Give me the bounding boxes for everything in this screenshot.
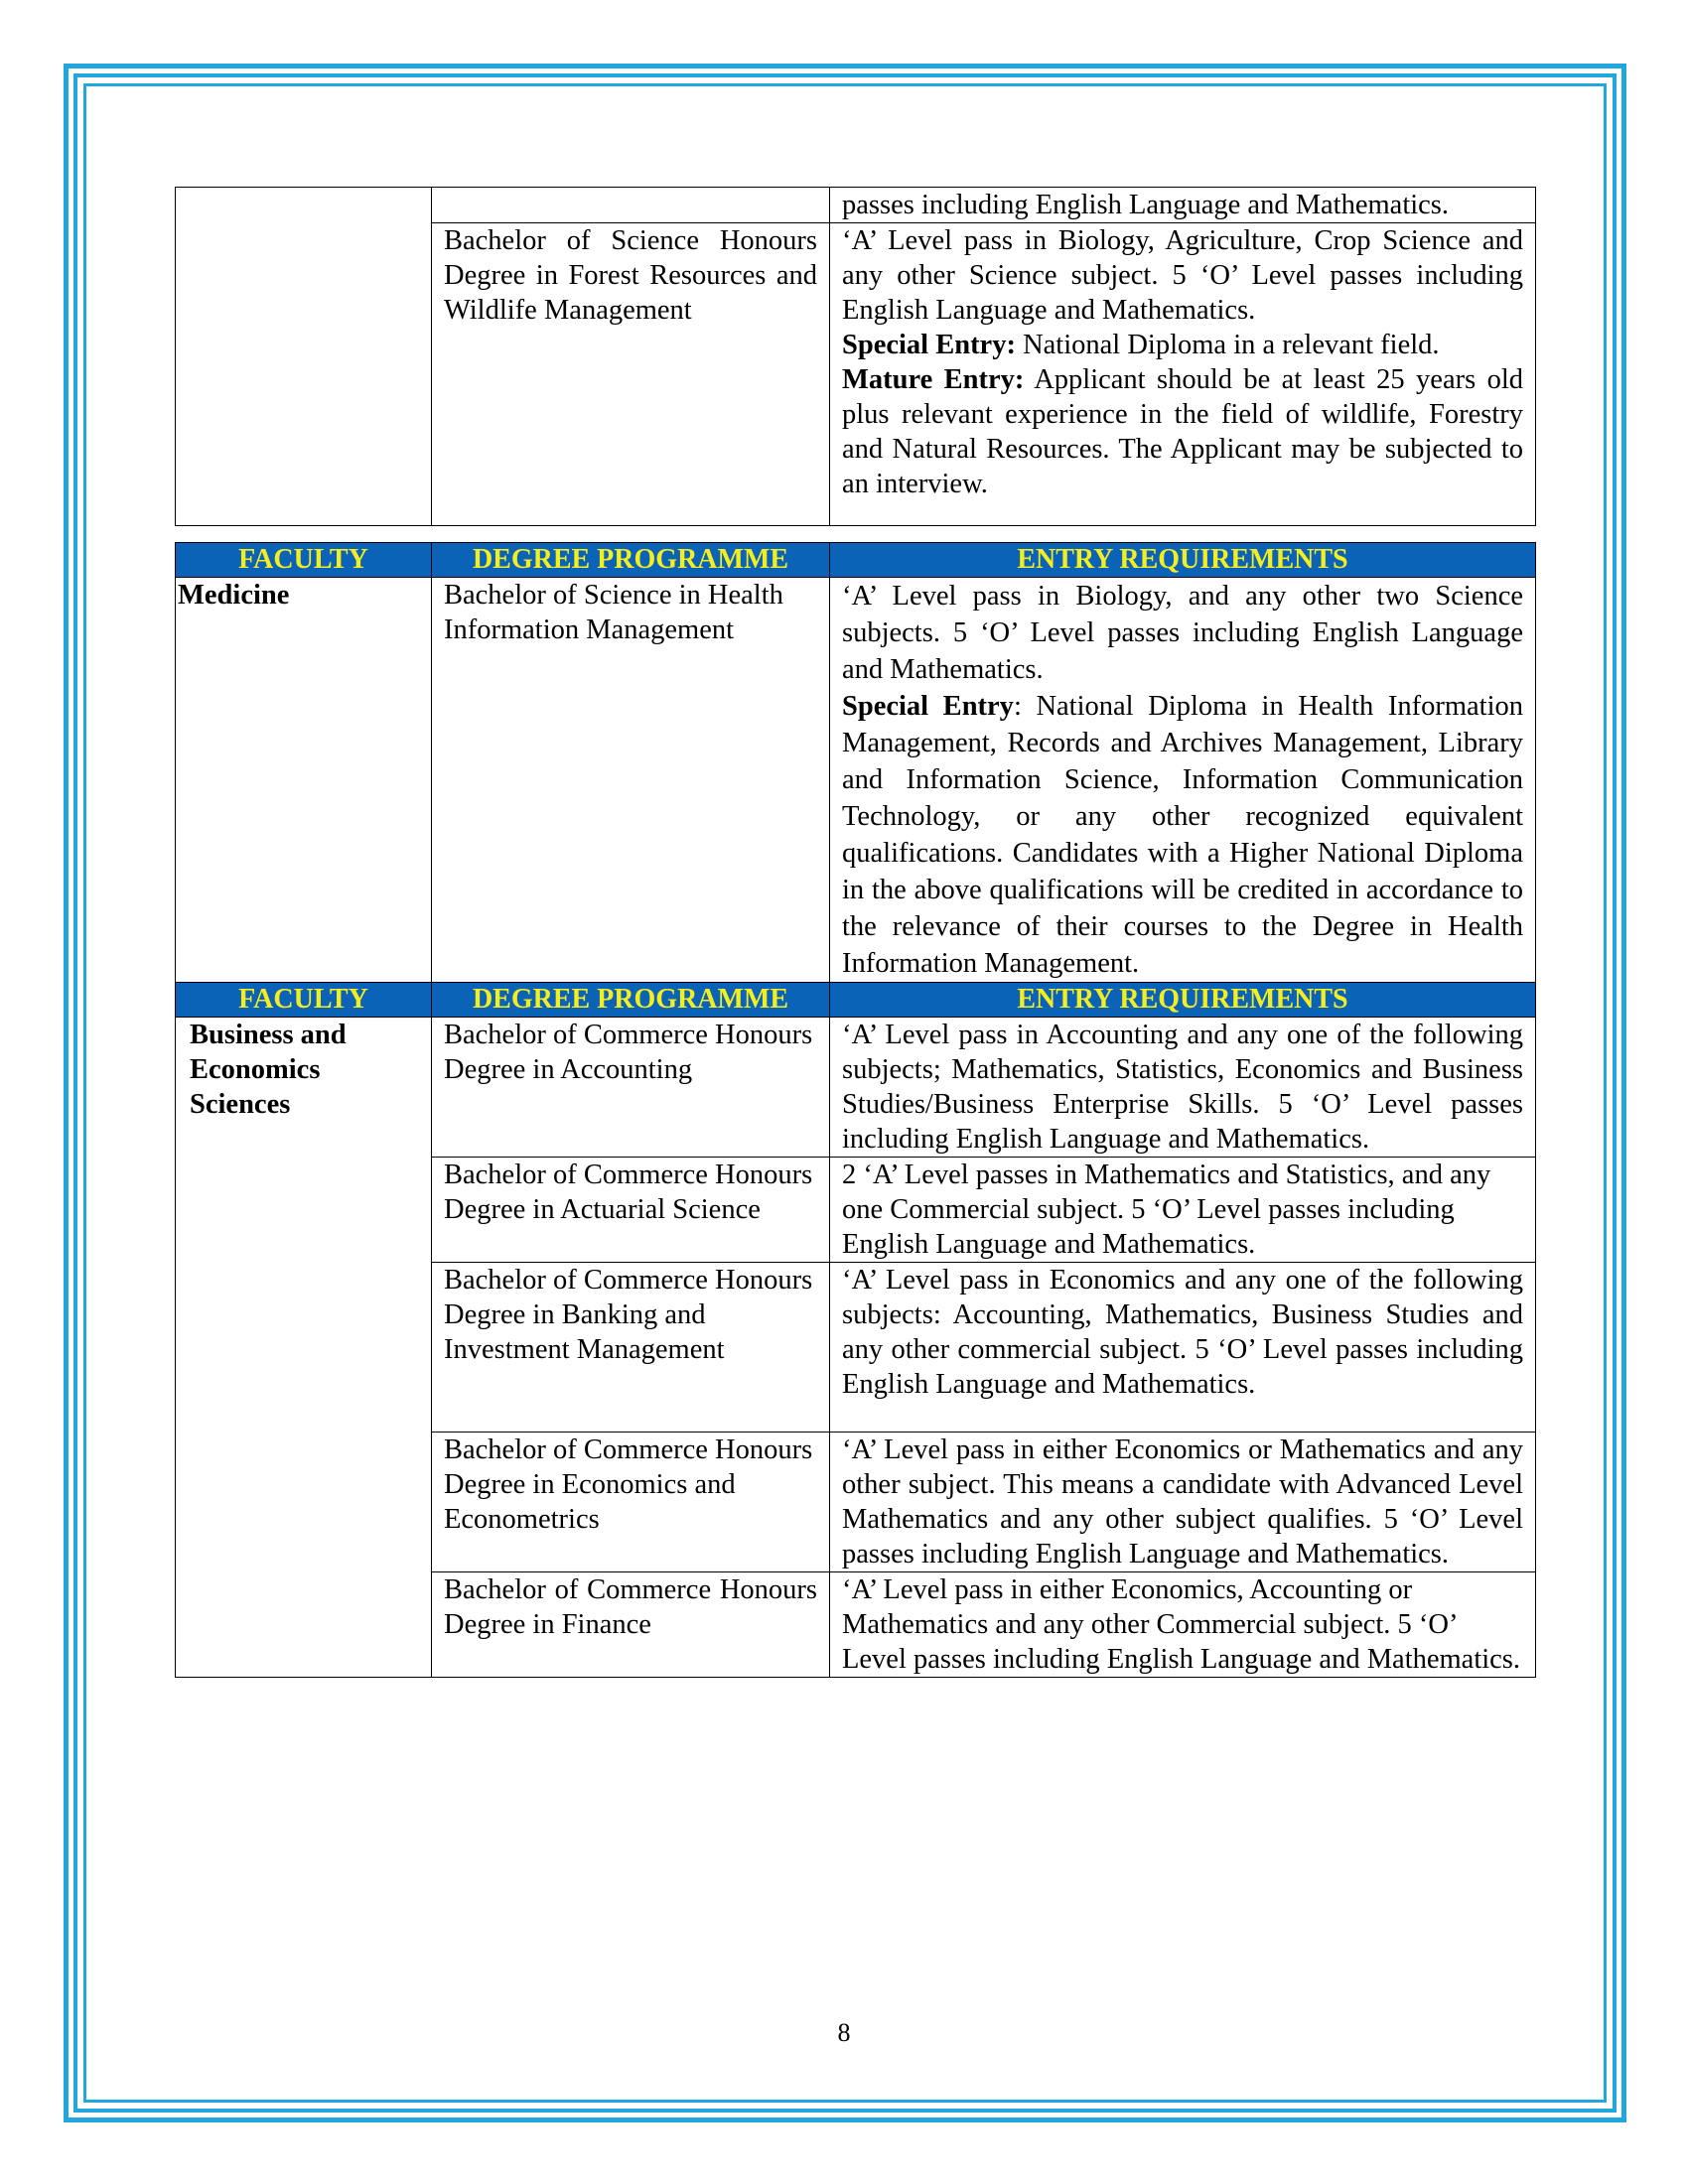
requirements-cell: ‘A’ Level pass in either Economics, Accounting or Mathematics and any other Commercial subject. 5 ‘O’ Level passes including English Language and Mathematics. <box>830 1572 1536 1678</box>
requirements-cell: 2 ‘A’ Level passes in Mathematics and Statistics, and any one Commercial subject. 5 ‘O’ Level passes including English Language and Mathematics. <box>830 1158 1536 1263</box>
requirements-cell: ‘A’ Level pass in Accounting and any one of the following subjects; Mathematics, Statistics, Economics and Business Studies/Business Enterprise Skills. 5 ‘O’ Level passes including English Language and Mathematics. <box>830 1018 1536 1158</box>
special-entry-text: : National Diploma in Health Information Management, Records and Archives Management, Library and Information Science, Information Communication Technology, or any other recognized equivalent qualifications. Candidates with a Higher National Diploma in the above qualifications will be credited in accordance to the relevance of their courses to the Degree in Health Information Management. <box>842 691 1523 979</box>
programme-cell <box>432 188 830 223</box>
programme-cell: Bachelor of Commerce Honours Degree in Finance <box>432 1572 830 1678</box>
special-entry-label: Special Entry <box>842 691 1014 722</box>
table-header-row <box>176 543 1536 578</box>
requirements-cell: ‘A’ Level pass in Economics and any one of the following subjects: Accounting, Mathematics, Business Studies and any other commercial subject. 5 ‘O’ Level passes including English Language and Mathematics. <box>830 1263 1536 1433</box>
faculty-cell: Medicine <box>176 578 432 983</box>
requirements-cell: passes including English Language and Mathematics. <box>830 188 1536 223</box>
special-entry-text: National Diploma in a relevant field. <box>1015 330 1440 360</box>
programme-cell: Bachelor of Commerce Honours Degree in Economics and Econometrics <box>432 1433 830 1572</box>
header-programme: DEGREE PROGRAMME <box>432 983 830 1018</box>
requirements-cell: ‘A’ Level pass in either Economics or Mathematics and any other subject. This means a candidate with Advanced Level Mathematics and any other subject qualifies. 5 ‘O’ Level passes including English Language and Mathematics. <box>830 1433 1536 1572</box>
table-row <box>176 578 1536 983</box>
mature-entry-label: Mature Entry: <box>842 364 1025 395</box>
continued-table <box>175 187 1536 526</box>
programme-cell: Bachelor of Science Honours Degree in Forest Resources and Wildlife Management <box>432 223 830 526</box>
table-row <box>176 1018 1536 1158</box>
header-faculty: FACULTY <box>176 543 432 578</box>
faculty-cell: Business and Economics Sciences <box>176 1018 432 1678</box>
requirement-text: ‘A’ Level pass in Biology, and any other two Science subjects. 5 ‘O’ Level passes including English Language and Mathematics. <box>842 581 1523 685</box>
programme-cell: Bachelor of Science in Health Information Management <box>432 578 830 983</box>
requirements-cell <box>830 578 1536 983</box>
programme-cell: Bachelor of Commerce Honours Degree in Actuarial Science <box>432 1158 830 1263</box>
requirements-cell <box>830 223 1536 526</box>
mature-entry-text: Applicant should be at least 25 years old plus relevant experience in the field of wildlife, Forestry and Natural Resources. The Applicant may be subjected to an interview. <box>842 364 1523 499</box>
page-number: 8 <box>837 2018 851 2047</box>
header-programme: DEGREE PROGRAMME <box>432 543 830 578</box>
header-requirements: ENTRY REQUIREMENTS <box>830 543 1536 578</box>
header-requirements: ENTRY REQUIREMENTS <box>830 983 1536 1018</box>
requirement-text: ‘A’ Level pass in Biology, Agriculture, Crop Science and any other Science subject. 5 ‘O’ Level passes including English Language and Mathematics. <box>842 225 1523 326</box>
programme-cell: Bachelor of Commerce Honours Degree in Accounting <box>432 1018 830 1158</box>
header-faculty: FACULTY <box>176 983 432 1018</box>
table-row <box>176 188 1536 223</box>
programme-cell: Bachelor of Commerce Honours Degree in Banking and Investment Management <box>432 1263 830 1433</box>
faculty-cell <box>176 188 432 526</box>
special-entry-label: Special Entry: <box>842 330 1016 360</box>
table-header-row <box>176 983 1536 1018</box>
entry-requirements-table <box>175 542 1536 1678</box>
